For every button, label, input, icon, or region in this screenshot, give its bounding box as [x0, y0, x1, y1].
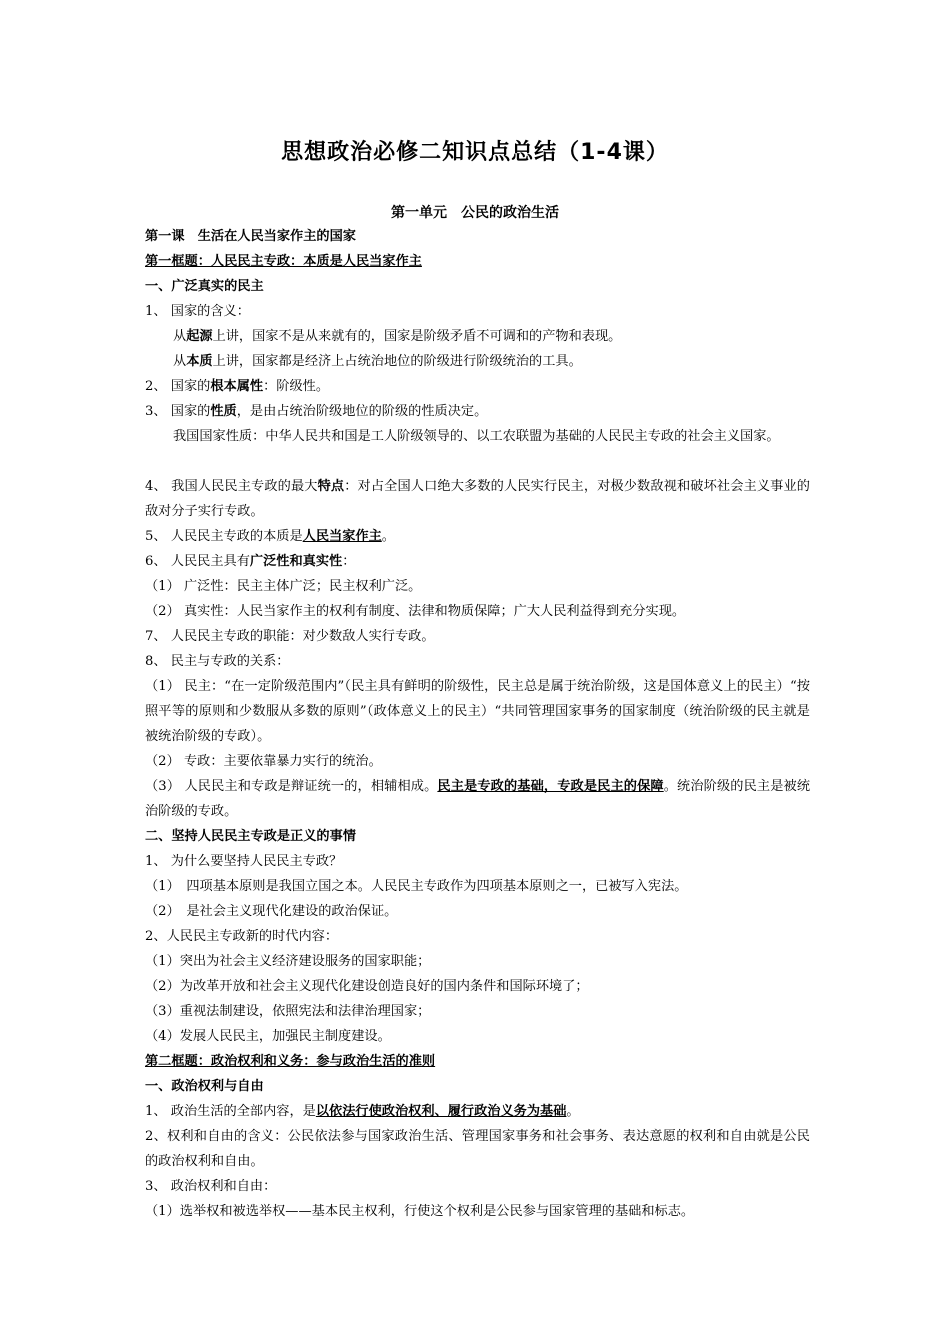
bold-term: 广泛性和真实性: [249, 554, 343, 569]
text-run: ：阶级性。: [263, 379, 330, 394]
text-run: 。: [381, 529, 395, 544]
section-heading: 一、政治权利与自由: [145, 1079, 264, 1094]
paragraph: （2） 真实性：人民当家作主的权利有制度、法律和物质保障；广大人民利益得到充分实现。: [145, 604, 686, 619]
paragraph: [145, 474, 810, 524]
text-run: 2、 国家的: [145, 379, 211, 394]
paragraph: [145, 324, 810, 349]
paragraph: （1） 民主：“在一定阶级范围内”（民主具有鲜明的阶级性，民主总是属于统治阶级，这是国体意义上的民主）“按照平等的原则和少数服从多数的原则”（政体意义上的民主）“共同管理国家事务的国家制度（统治阶级的民主就是被统治阶级的专政）。: [145, 679, 810, 744]
paragraph: [145, 774, 810, 824]
text-run: 上讲，国家都是经济上占统治地位的阶级进行阶级统治的工具。: [212, 354, 582, 369]
paragraph: [145, 524, 810, 549]
paragraph: 1、 为什么要坚持人民民主专政？: [145, 854, 343, 869]
text-run: 3、 国家的: [145, 404, 211, 419]
bold-underlined-term: 民主是专政的基础，专政是民主的保障: [437, 779, 664, 794]
lesson-heading: 第一课 生活在人民当家作主的国家: [145, 229, 356, 244]
paragraph: （1） 广泛性：民主主体广泛；民主权利广泛。: [145, 579, 422, 594]
document-title: 思想政治必修二知识点总结（1-4课）: [281, 140, 669, 165]
text-run: 1、 政治生活的全部内容，是: [145, 1104, 316, 1119]
text-run: 。: [566, 1104, 580, 1119]
paragraph: （2） 专政：主要依靠暴力实行的统治。: [145, 754, 382, 769]
paragraph: （1） 四项基本原则是我国立国之本。人民民主专政作为四项基本原则之一，已被写入宪法。: [145, 879, 688, 894]
paragraph: [145, 349, 810, 374]
bold-term: 起源: [186, 329, 213, 344]
text-run: 4、 我国人民民主专政的最大: [145, 479, 318, 494]
text-run: ，是由占统治阶级地位的阶级的性质决定。: [236, 404, 488, 419]
paragraph: [145, 374, 810, 399]
document-body: [145, 224, 810, 1224]
text-run: ：: [342, 554, 356, 569]
bold-underlined-term: 以依法行使政治权利、履行政治义务为基础: [315, 1104, 567, 1119]
paragraph: 2、权利和自由的含义：公民依法参与国家政治生活、管理国家事务和社会事务、表达意愿的权利和自由就是公民的政治权利和自由。: [145, 1129, 810, 1169]
paragraph: 3、 政治权利和自由：: [145, 1179, 277, 1194]
text-run: 。统治阶级的民主是被统治阶级的专政。: [145, 779, 811, 819]
paragraph: [145, 1099, 810, 1124]
bold-term: 特点: [317, 479, 345, 494]
text-run: 从: [173, 354, 187, 369]
text-run: 上讲，国家不是从来就有的，国家是阶级矛盾不可调和的产物和表现。: [212, 329, 622, 344]
bold-term: 根本属性: [210, 379, 264, 394]
paragraph: 我国国家性质：中华人民共和国是工人阶级领导的、以工农联盟为基础的人民民主专政的社会主义国家。: [173, 429, 780, 444]
section-heading: 二、坚持人民民主专政是正义的事情: [145, 829, 356, 844]
paragraph: （4）发展人民民主，加强民主制度建设。: [145, 1029, 391, 1044]
section-heading: 一、广泛真实的民主: [145, 279, 264, 294]
bold-underlined-term: 人民当家作主: [302, 529, 382, 544]
bold-term: 本质: [186, 354, 213, 369]
paragraph: （2）为改革开放和社会主义现代化建设创造良好的国内条件和国际环境了；: [145, 979, 589, 994]
paragraph: （1）选举权和被选举权——基本民主权利，行使这个权利是公民参与国家管理的基础和标志。: [145, 1204, 695, 1219]
paragraph: 2、人民民主专政新的时代内容：: [145, 929, 339, 944]
paragraph: 7、 人民民主专政的职能：对少数敌人实行专政。: [145, 629, 435, 644]
text-run: ：对占全国人口绝大多数的人民实行民主，对极少数敌视和破坏社会主义事业的敌对分子实行专政。: [145, 479, 810, 519]
text-run: 从: [173, 329, 187, 344]
bold-term: 性质: [210, 404, 237, 419]
frame-heading: 第一框题：人民民主专政：本质是人民当家作主: [145, 254, 422, 269]
paragraph: [145, 549, 810, 574]
paragraph: 8、 民主与专政的关系：: [145, 654, 290, 669]
paragraph: [145, 399, 810, 424]
frame-heading: 第二框题：政治权利和义务：参与政治生活的准则: [145, 1054, 436, 1069]
paragraph: （3）重视法制建设，依照宪法和法律治理国家；: [145, 1004, 431, 1019]
paragraph: 1、 国家的含义：: [145, 304, 250, 319]
text-run: 5、 人民民主专政的本质是: [145, 529, 303, 544]
unit-heading: 第一单元 公民的政治生活: [391, 205, 559, 221]
paragraph: （2） 是社会主义现代化建设的政治保证。: [145, 904, 398, 919]
text-run: 6、 人民民主具有: [145, 554, 250, 569]
paragraph: （1）突出为社会主义经济建设服务的国家职能；: [145, 954, 431, 969]
text-run: （3） 人民民主和专政是辩证统一的，相辅相成。: [145, 779, 438, 794]
